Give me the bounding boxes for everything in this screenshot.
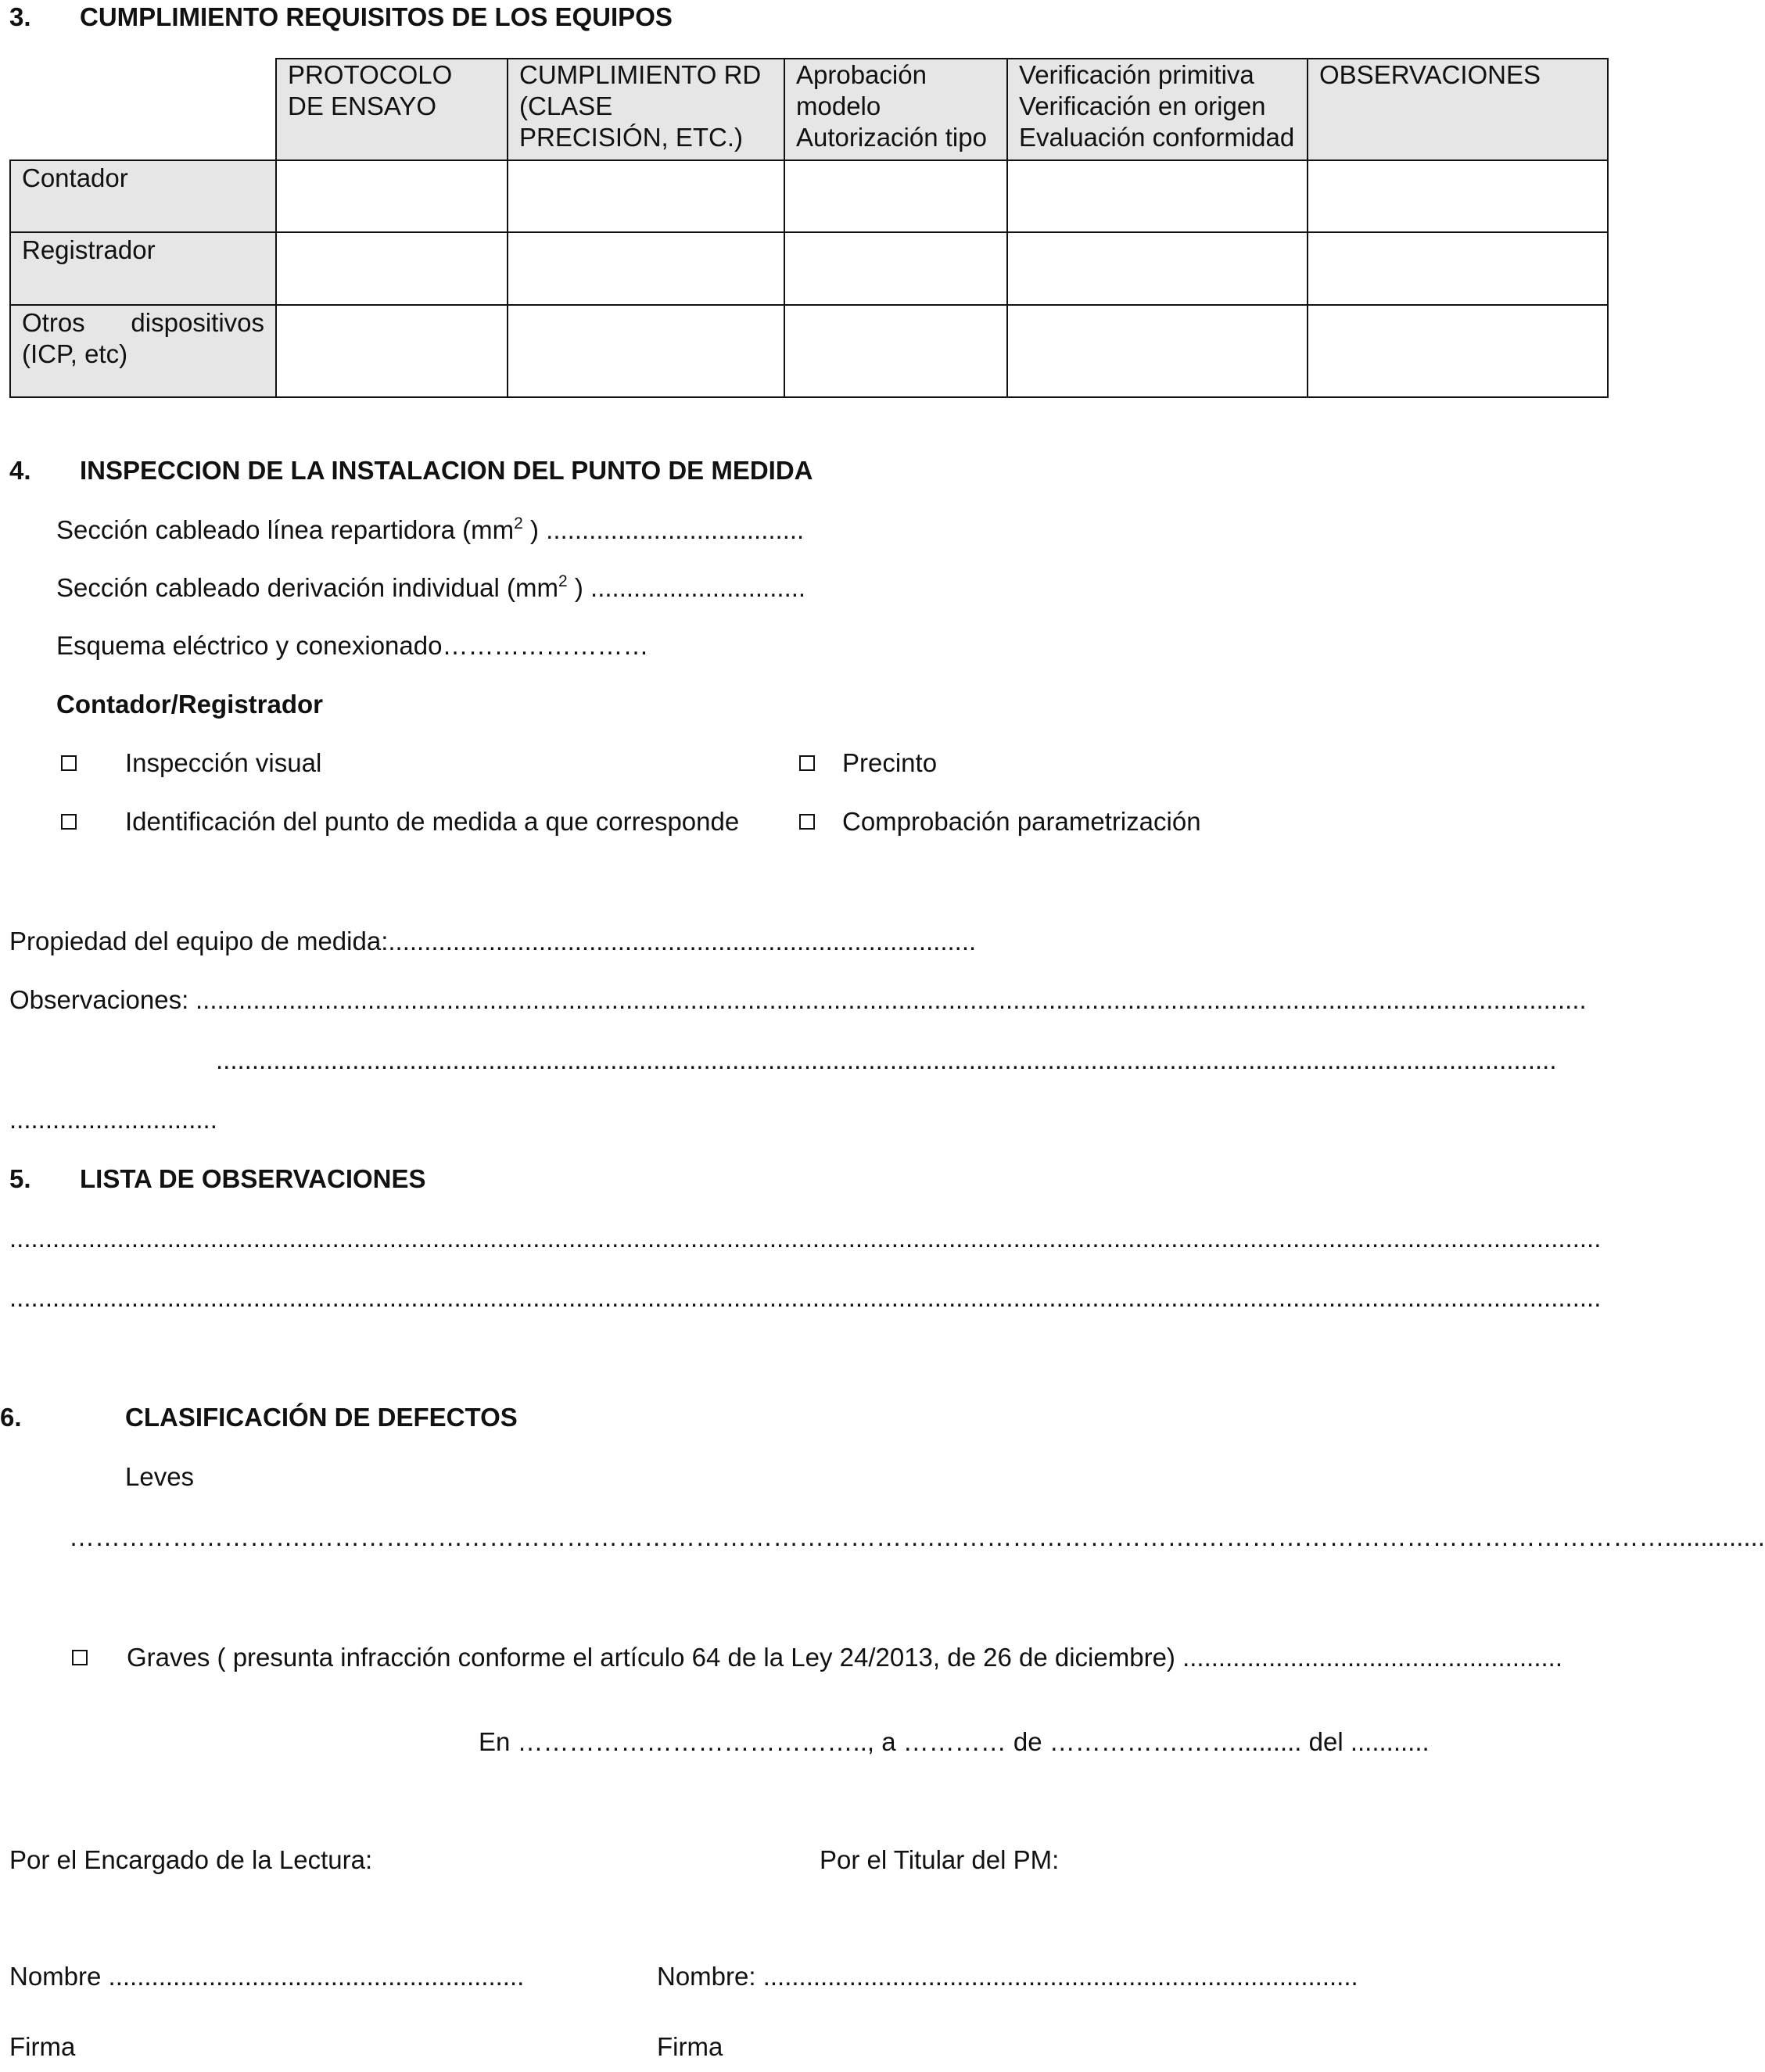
esquema-electrico[interactable]: Esquema eléctrico y conexionado…………………… [56, 631, 649, 660]
nombre-titular-field[interactable]: Nombre: ................................................................................... [657, 1962, 1358, 1991]
encargado-lectura-label: Por el Encargado de la Lectura: [9, 1845, 373, 1874]
col-header-protocolo: PROTOCOLO DE ENSAYO [276, 59, 508, 160]
table-cell[interactable] [784, 232, 1007, 305]
table-cell[interactable] [508, 160, 784, 232]
table-cell[interactable] [1308, 232, 1608, 305]
label-identificacion: Identificación del punto de medida a que corresponde [125, 807, 740, 836]
table-cell[interactable] [1308, 160, 1608, 232]
propiedad-equipo-field[interactable]: Propiedad del equipo de medida:.................................................................................. [9, 927, 977, 955]
label-parametrizacion: Comprobación parametrización [842, 807, 1201, 836]
seccion-linea-repartidora[interactable]: Sección cableado línea repartidora ($mm^2$ ) .................................... [56, 514, 805, 544]
checkbox-inspeccion-visual[interactable] [61, 755, 77, 771]
observaciones-line-2[interactable]: ........................................................................................................................................................................................... [216, 1045, 1557, 1074]
section-4-number: 4. [9, 456, 31, 485]
table-cell[interactable] [276, 305, 508, 397]
row-header-registrador: Registrador [10, 232, 276, 305]
observaciones-line-1[interactable]: .................................................................................................................................................................................................. [196, 985, 1587, 1014]
col-header-cumplimiento: CUMPLIMIENTO RD (CLASE PRECISIÓN, ETC.) [508, 59, 784, 160]
table-cell[interactable] [276, 232, 508, 305]
label-precinto: Precinto [842, 748, 938, 777]
table-cell[interactable] [1007, 160, 1308, 232]
table-cell[interactable] [1007, 305, 1308, 397]
seccion-derivacion-individual[interactable]: Sección cableado derivación individual ($mm^2$ ) .............................. [56, 572, 806, 602]
table-cell[interactable] [784, 305, 1007, 397]
observaciones-label: Observaciones: [9, 985, 189, 1014]
lista-observaciones-line-2[interactable]: .............................................................................................................................................................................................................................. [9, 1283, 1602, 1312]
table-cell[interactable] [1007, 232, 1308, 305]
requirements-table [9, 58, 1609, 398]
titular-pm-label: Por el Titular del PM: [820, 1845, 1060, 1874]
col-header-aprobacion: Aprobación modelo Autorización tipo [784, 59, 1007, 160]
checkbox-precinto[interactable] [799, 755, 815, 771]
section-6-number: 6. [0, 1403, 22, 1432]
table-cell[interactable] [276, 160, 508, 232]
label-inspeccion-visual: Inspección visual [125, 748, 322, 777]
col-header-observaciones: OBSERVACIONES [1308, 59, 1608, 160]
row-header-otros: Otros dispositivos (ICP, etc) [10, 305, 276, 397]
table-cell[interactable] [508, 305, 784, 397]
section-5-number: 5. [9, 1164, 31, 1193]
section-5-title: LISTA DE OBSERVACIONES [80, 1164, 426, 1193]
section-3-number: 3. [9, 2, 31, 31]
leves-line[interactable]: ……………………….……………………………………………………………….………………………….……………………………………………….............. [69, 1522, 1765, 1551]
nombre-encargado-field[interactable]: Nombre .......................................................... [9, 1962, 525, 1991]
label-graves: Graves ( presunta infracción conforme el artículo 64 de la Ley 24/2013, de 26 de diciembre) ..................................................... [127, 1643, 1563, 1672]
leves-label: Leves [125, 1462, 195, 1491]
lista-observaciones-line-1[interactable]: .............................................................................................................................................................................................................................. [9, 1224, 1602, 1253]
row-header-contador: Contador [10, 160, 276, 232]
checkbox-parametrizacion[interactable] [799, 814, 815, 830]
section-3-title: CUMPLIMIENTO REQUISITOS DE LOS EQUIPOS [80, 2, 673, 31]
table-cell[interactable] [784, 160, 1007, 232]
observaciones-line-3[interactable]: ............................. [9, 1105, 217, 1134]
fecha-lugar-line[interactable]: En ………………………………….., a ………… de …………….……......... del ........... [479, 1727, 1430, 1756]
firma-encargado-label[interactable]: Firma [9, 2032, 76, 2061]
checkbox-identificacion[interactable] [61, 814, 77, 830]
col-header-verificacion: Verificación primitiva Verificación en origen Evaluación conformidad [1007, 59, 1308, 160]
table-corner [10, 59, 276, 160]
contador-registrador-heading: Contador/Registrador [56, 690, 324, 719]
checkbox-graves[interactable] [72, 1650, 88, 1665]
section-6-title: CLASIFICACIÓN DE DEFECTOS [125, 1403, 518, 1432]
table-cell[interactable] [508, 232, 784, 305]
firma-titular-label[interactable]: Firma [657, 2032, 723, 2061]
table-cell[interactable] [1308, 305, 1608, 397]
section-4-title: INSPECCION DE LA INSTALACION DEL PUNTO DE MEDIDA [80, 456, 813, 485]
